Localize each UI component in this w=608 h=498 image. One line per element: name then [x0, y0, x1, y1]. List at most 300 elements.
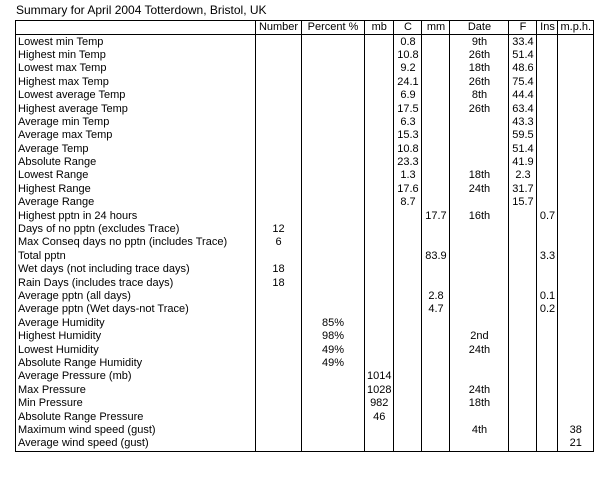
table-cell	[365, 143, 394, 156]
table-cell	[422, 102, 450, 115]
table-row	[16, 276, 594, 289]
table-cell	[558, 384, 594, 397]
table-cell	[394, 370, 422, 383]
table-cell	[302, 250, 365, 263]
row-label: Absolute Range Pressure	[16, 410, 256, 423]
table-cell	[537, 102, 558, 115]
table-cell: 24th	[450, 343, 509, 356]
table-cell	[394, 290, 422, 303]
table-cell: 24.1	[394, 76, 422, 89]
column-header: Date	[450, 21, 509, 35]
table-cell	[537, 169, 558, 182]
table-cell	[558, 209, 594, 222]
table-cell	[537, 424, 558, 437]
table-cell	[537, 129, 558, 142]
table-cell	[256, 49, 302, 62]
table-cell	[509, 250, 537, 263]
table-cell: 17.7	[422, 209, 450, 222]
table-row	[16, 169, 594, 182]
table-cell: 0.1	[537, 290, 558, 303]
table-cell	[558, 76, 594, 89]
table-cell: 2.8	[422, 290, 450, 303]
table-cell	[450, 236, 509, 249]
table-cell: 6	[256, 236, 302, 249]
table-row	[16, 196, 594, 209]
table-row	[16, 89, 594, 102]
table-cell	[365, 250, 394, 263]
table-cell	[509, 330, 537, 343]
table-cell	[537, 343, 558, 356]
table-cell: 31.7	[509, 183, 537, 196]
table-cell	[558, 102, 594, 115]
table-cell	[558, 35, 594, 49]
table-row	[16, 317, 594, 330]
table-cell	[302, 236, 365, 249]
table-cell	[537, 196, 558, 209]
table-cell	[558, 196, 594, 209]
table-cell	[509, 384, 537, 397]
table-cell	[450, 223, 509, 236]
table-row	[16, 76, 594, 89]
table-cell	[537, 236, 558, 249]
table-cell	[365, 183, 394, 196]
row-label: Average Pressure (mb)	[16, 370, 256, 383]
column-header: C	[394, 21, 422, 35]
table-cell	[450, 317, 509, 330]
row-label: Total pptn	[16, 250, 256, 263]
table-cell: 33.4	[509, 35, 537, 49]
table-cell	[394, 223, 422, 236]
table-cell: 63.4	[509, 102, 537, 115]
table-cell	[422, 370, 450, 383]
table-cell	[558, 236, 594, 249]
table-cell	[256, 317, 302, 330]
table-cell: 10.8	[394, 49, 422, 62]
table-cell	[365, 223, 394, 236]
table-cell	[365, 116, 394, 129]
table-cell	[509, 276, 537, 289]
table-cell	[256, 169, 302, 182]
table-cell	[422, 263, 450, 276]
table-cell	[509, 370, 537, 383]
column-header	[16, 21, 256, 35]
table-cell	[450, 370, 509, 383]
table-cell	[450, 250, 509, 263]
table-cell: 48.6	[509, 62, 537, 75]
header-row	[16, 21, 594, 35]
table-cell	[256, 156, 302, 169]
table-cell	[537, 437, 558, 451]
table-row	[16, 250, 594, 263]
table-cell: 3.3	[537, 250, 558, 263]
table-cell	[394, 330, 422, 343]
row-label: Lowest max Temp	[16, 62, 256, 75]
row-label: Highest Range	[16, 183, 256, 196]
table-cell	[450, 357, 509, 370]
table-cell	[537, 384, 558, 397]
table-cell: 2nd	[450, 330, 509, 343]
table-cell: 24th	[450, 183, 509, 196]
table-cell: 12	[256, 223, 302, 236]
table-cell	[450, 410, 509, 423]
table-cell: 59.5	[509, 129, 537, 142]
table-cell	[394, 236, 422, 249]
table-cell	[365, 89, 394, 102]
table-cell	[256, 437, 302, 451]
table-cell	[558, 397, 594, 410]
table-cell	[509, 424, 537, 437]
table-cell: 982	[365, 397, 394, 410]
column-header: Number	[256, 21, 302, 35]
table-row	[16, 183, 594, 196]
table-cell	[365, 343, 394, 356]
table-cell: 0.7	[537, 209, 558, 222]
table-cell	[422, 437, 450, 451]
table-cell: 85%	[302, 317, 365, 330]
table-cell	[509, 410, 537, 423]
row-label: Max Conseq days no pptn (includes Trace)	[16, 236, 256, 249]
table-body	[16, 35, 594, 451]
table-cell	[256, 143, 302, 156]
table-cell	[256, 343, 302, 356]
table-cell	[302, 397, 365, 410]
table-cell	[365, 357, 394, 370]
table-cell	[422, 357, 450, 370]
table-cell	[422, 116, 450, 129]
table-cell	[558, 317, 594, 330]
table-cell	[558, 276, 594, 289]
table-cell	[365, 169, 394, 182]
table-cell	[302, 129, 365, 142]
row-label: Average pptn (Wet days-not Trace)	[16, 303, 256, 316]
table-cell	[537, 223, 558, 236]
row-label: Highest Humidity	[16, 330, 256, 343]
table-cell: 4th	[450, 424, 509, 437]
table-cell	[256, 183, 302, 196]
table-cell: 44.4	[509, 89, 537, 102]
table-cell	[365, 196, 394, 209]
table-cell	[558, 250, 594, 263]
table-cell: 9.2	[394, 62, 422, 75]
table-row	[16, 370, 594, 383]
table-cell	[509, 303, 537, 316]
table-cell: 8.7	[394, 196, 422, 209]
table-cell	[450, 290, 509, 303]
table-cell	[365, 330, 394, 343]
table-cell	[558, 89, 594, 102]
table-cell	[302, 156, 365, 169]
table-row	[16, 209, 594, 222]
table-cell	[450, 116, 509, 129]
table-cell	[537, 35, 558, 49]
table-cell: 0.8	[394, 35, 422, 49]
table-cell	[450, 156, 509, 169]
row-label: Average min Temp	[16, 116, 256, 129]
row-label: Min Pressure	[16, 397, 256, 410]
table-cell	[256, 102, 302, 115]
table-cell	[558, 49, 594, 62]
table-cell: 10.8	[394, 143, 422, 156]
table-cell	[537, 62, 558, 75]
table-row	[16, 263, 594, 276]
table-row	[16, 397, 594, 410]
table-cell	[422, 35, 450, 49]
table-cell	[256, 424, 302, 437]
table-cell	[302, 62, 365, 75]
page-title: Summary for April 2004 Totterdown, Bristol, UK	[16, 3, 267, 17]
table-cell: 26th	[450, 76, 509, 89]
table-cell	[394, 410, 422, 423]
table-cell	[256, 357, 302, 370]
table-cell	[558, 263, 594, 276]
table-cell: 2.3	[509, 169, 537, 182]
table-cell	[302, 183, 365, 196]
table-cell	[537, 397, 558, 410]
table-cell	[422, 330, 450, 343]
table-cell	[256, 89, 302, 102]
table-cell	[422, 143, 450, 156]
table-cell	[558, 143, 594, 156]
table-cell	[302, 49, 365, 62]
table-cell	[302, 169, 365, 182]
table-cell	[256, 250, 302, 263]
table-cell	[537, 183, 558, 196]
table-cell	[365, 236, 394, 249]
table-cell	[394, 437, 422, 451]
table-cell: 16th	[450, 209, 509, 222]
table-cell	[422, 49, 450, 62]
table-cell	[422, 236, 450, 249]
table-cell	[537, 76, 558, 89]
table-cell	[450, 437, 509, 451]
table-cell	[422, 156, 450, 169]
table-cell	[422, 384, 450, 397]
column-header: F	[509, 21, 537, 35]
table-cell	[450, 303, 509, 316]
row-label: Average max Temp	[16, 129, 256, 142]
table-cell: 1014	[365, 370, 394, 383]
table-cell	[558, 410, 594, 423]
table-cell	[422, 343, 450, 356]
table-row	[16, 290, 594, 303]
table-cell	[450, 263, 509, 276]
table-cell	[509, 263, 537, 276]
table-cell	[394, 209, 422, 222]
table-cell	[422, 397, 450, 410]
row-label: Average pptn (all days)	[16, 290, 256, 303]
table-cell	[509, 437, 537, 451]
table-cell	[422, 424, 450, 437]
table-cell	[509, 397, 537, 410]
table-cell	[537, 317, 558, 330]
row-label: Lowest average Temp	[16, 89, 256, 102]
table-cell	[302, 263, 365, 276]
table-cell	[365, 156, 394, 169]
table-cell	[302, 209, 365, 222]
table-cell	[558, 62, 594, 75]
table-cell	[302, 370, 365, 383]
table-cell	[422, 169, 450, 182]
table-cell	[394, 397, 422, 410]
table-cell	[537, 156, 558, 169]
table-row	[16, 330, 594, 343]
table-cell: 6.9	[394, 89, 422, 102]
table-cell	[422, 183, 450, 196]
table-cell: 1.3	[394, 169, 422, 182]
table-cell: 0.2	[537, 303, 558, 316]
table-cell	[365, 424, 394, 437]
row-label: Lowest Humidity	[16, 343, 256, 356]
row-label: Average wind speed (gust)	[16, 437, 256, 451]
row-label: Absolute Range Humidity	[16, 357, 256, 370]
table-cell	[365, 35, 394, 49]
table-cell	[256, 129, 302, 142]
table-row	[16, 303, 594, 316]
table-cell	[558, 156, 594, 169]
table-cell	[256, 196, 302, 209]
table-cell	[450, 196, 509, 209]
table-cell	[537, 49, 558, 62]
table-cell	[394, 343, 422, 356]
table-row	[16, 410, 594, 423]
table-cell: 15.7	[509, 196, 537, 209]
table-cell: 83.9	[422, 250, 450, 263]
table-cell	[394, 276, 422, 289]
table-cell: 18	[256, 276, 302, 289]
row-label: Maximum wind speed (gust)	[16, 424, 256, 437]
table-cell	[537, 143, 558, 156]
row-label: Highest average Temp	[16, 102, 256, 115]
table-cell	[256, 397, 302, 410]
table-cell	[509, 236, 537, 249]
table-cell	[394, 250, 422, 263]
table-cell: 24th	[450, 384, 509, 397]
table-cell	[558, 343, 594, 356]
table-cell	[422, 76, 450, 89]
table-cell	[365, 303, 394, 316]
table-cell	[450, 143, 509, 156]
table-cell: 18th	[450, 62, 509, 75]
row-label: Max Pressure	[16, 384, 256, 397]
table-cell	[558, 290, 594, 303]
table-cell	[558, 357, 594, 370]
table-cell	[537, 263, 558, 276]
table-row	[16, 102, 594, 115]
table-cell: 18th	[450, 397, 509, 410]
column-header: mm	[422, 21, 450, 35]
table-cell: 8th	[450, 89, 509, 102]
table-cell: 75.4	[509, 76, 537, 89]
table-cell	[422, 410, 450, 423]
row-label: Rain Days (includes trace days)	[16, 276, 256, 289]
table-cell: 51.4	[509, 49, 537, 62]
table-cell: 6.3	[394, 116, 422, 129]
table-cell	[302, 424, 365, 437]
table-cell	[302, 116, 365, 129]
table-cell	[537, 330, 558, 343]
table-cell	[256, 116, 302, 129]
table-cell	[365, 276, 394, 289]
row-label: Average Range	[16, 196, 256, 209]
table-cell	[558, 116, 594, 129]
table-row	[16, 116, 594, 129]
table-cell	[394, 384, 422, 397]
table-cell	[256, 76, 302, 89]
table-cell: 4.7	[422, 303, 450, 316]
table-cell	[394, 263, 422, 276]
table-cell	[302, 89, 365, 102]
table-cell	[302, 223, 365, 236]
table-cell: 17.6	[394, 183, 422, 196]
table-cell	[256, 330, 302, 343]
table-cell	[365, 102, 394, 115]
table-cell	[365, 62, 394, 75]
table-cell: 38	[558, 424, 594, 437]
summary-table	[15, 20, 594, 452]
table-cell	[302, 143, 365, 156]
table-cell	[365, 49, 394, 62]
table-cell	[365, 263, 394, 276]
table-cell	[422, 276, 450, 289]
table-cell	[509, 290, 537, 303]
table-cell	[256, 290, 302, 303]
table-cell	[365, 76, 394, 89]
table-cell	[256, 303, 302, 316]
table-cell	[509, 357, 537, 370]
table-cell	[256, 370, 302, 383]
table-cell	[256, 62, 302, 75]
row-label: Highest max Temp	[16, 76, 256, 89]
table-cell	[509, 209, 537, 222]
table-cell: 43.3	[509, 116, 537, 129]
table-cell	[302, 303, 365, 316]
row-label: Lowest min Temp	[16, 35, 256, 49]
row-label: Lowest Range	[16, 169, 256, 182]
table-cell	[256, 209, 302, 222]
table-cell	[558, 223, 594, 236]
table-cell	[302, 35, 365, 49]
table-cell	[422, 196, 450, 209]
table-cell	[422, 62, 450, 75]
table-cell	[537, 89, 558, 102]
table-row	[16, 424, 594, 437]
table-cell	[302, 290, 365, 303]
table-cell	[256, 410, 302, 423]
table-cell	[365, 317, 394, 330]
table-cell	[365, 290, 394, 303]
table-cell	[256, 384, 302, 397]
table-row	[16, 129, 594, 142]
table-cell: 26th	[450, 49, 509, 62]
table-cell: 21	[558, 437, 594, 451]
table-cell	[394, 303, 422, 316]
table-cell: 51.4	[509, 143, 537, 156]
table-row	[16, 437, 594, 451]
table-row	[16, 49, 594, 62]
table-cell	[302, 196, 365, 209]
table-cell	[302, 437, 365, 451]
table-cell: 1028	[365, 384, 394, 397]
table-cell	[509, 317, 537, 330]
table-cell	[256, 35, 302, 49]
table-row	[16, 143, 594, 156]
table-cell	[558, 183, 594, 196]
table-row	[16, 357, 594, 370]
row-label: Days of no pptn (excludes Trace)	[16, 223, 256, 236]
table-cell	[450, 129, 509, 142]
column-header: Ins	[537, 21, 558, 35]
table-cell	[537, 410, 558, 423]
